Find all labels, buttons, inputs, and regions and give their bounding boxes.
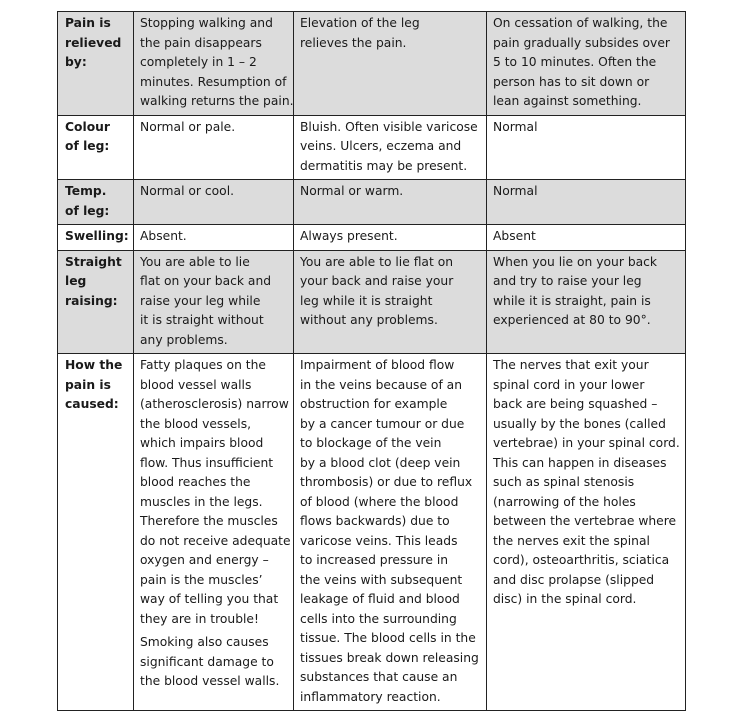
cell-text-line: minutes. Resumption of [140, 74, 287, 89]
cell-column-1 [134, 115, 294, 180]
row-header-line: leg [65, 274, 87, 288]
cell-text-line: On cessation of walking, the [493, 16, 668, 30]
cell-text-line: Absent [493, 229, 536, 243]
cell-text-line: Normal [493, 119, 538, 134]
row-header-line: raising: [65, 293, 118, 308]
row-header-line: Swelling: [65, 229, 129, 243]
cell-paragraph [300, 356, 481, 707]
cell-text-line: Normal or cool. [140, 184, 235, 198]
cell-text-line: Normal or warm. [300, 184, 404, 198]
cell-column-2 [294, 250, 487, 354]
cell-text-line: to blockage of the vein [300, 436, 442, 450]
cell-text-line: blood vessel walls [140, 377, 252, 392]
cell-text-line: walking returns the pain. [140, 94, 294, 108]
cell-paragraph [140, 118, 288, 138]
cell-text-line: leg while it is straight [300, 293, 433, 308]
cell-text-line: in the veins because of an [300, 377, 463, 392]
table-row-temperature [58, 180, 686, 225]
cell-text-line: Stopping walking and [140, 16, 273, 30]
cell-text-line: Fatty plaques on the [140, 358, 266, 372]
cell-text-line: person has to sit down or [493, 74, 650, 89]
cell-column-2 [294, 180, 487, 225]
cell-paragraph [140, 182, 288, 202]
cell-text-line: the nerves exit the spinal [493, 533, 650, 548]
cell-text-line: without any problems. [300, 313, 438, 327]
cell-column-3 [487, 225, 686, 251]
cell-paragraph [493, 356, 680, 610]
cell-paragraph [493, 14, 680, 112]
cell-text-line: The nerves that exit your [493, 358, 649, 372]
table-row-straight-leg-raising [58, 250, 686, 354]
cell-paragraph [493, 253, 680, 331]
cell-text-line: the blood vessels, [140, 416, 252, 431]
row-header [58, 250, 134, 354]
cell-text-line: pain is the muscles’ [140, 572, 263, 587]
cell-text-line: obstruction for example [300, 397, 448, 411]
cell-text-line: by a blood clot (deep vein [300, 455, 461, 470]
cell-text-line: flat on your back and [140, 274, 272, 288]
row-header [58, 115, 134, 180]
cell-text-line: muscles in the legs. [140, 494, 263, 509]
cell-text-line: substances that cause an [300, 670, 458, 684]
cell-text-line: oxygen and energy – [140, 553, 269, 567]
cell-paragraph [300, 182, 481, 202]
row-header-line: of leg: [65, 203, 110, 218]
cell-paragraph [300, 253, 481, 331]
cell-column-1 [134, 225, 294, 251]
cell-text-line: such as spinal stenosis [493, 475, 635, 489]
cell-text-line: the blood vessel walls. [140, 674, 280, 688]
cell-column-1 [134, 250, 294, 354]
cell-text-line: This can happen in diseases [493, 455, 667, 470]
cell-text-line: Normal or pale. [140, 119, 236, 134]
cell-text-line: flow. Thus insufficient [140, 455, 274, 470]
row-header-line: pain is [65, 377, 111, 392]
cell-text-line: (narrowing of the holes [493, 494, 636, 509]
table-row-cause [58, 354, 686, 711]
cell-text-line: (atherosclerosis) narrow [140, 397, 289, 411]
cell-text-line: You are able to lie [140, 254, 250, 269]
table-row-colour [58, 115, 686, 180]
cell-column-2 [294, 115, 487, 180]
cell-text-line: leakage of fluid and blood [300, 592, 460, 606]
cell-paragraph [140, 633, 288, 692]
cell-text-line: Always present. [300, 229, 398, 243]
cell-text-line: Bluish. Often visible varicose [300, 119, 478, 134]
cell-text-line: Absent. [140, 229, 187, 243]
cell-text-line: Impairment of blood flow [300, 358, 455, 372]
cell-text-line: completely in 1 – 2 [140, 55, 257, 69]
cell-text-line: flows backwards) due to [300, 514, 450, 528]
cell-text-line: raise your leg while [140, 293, 261, 308]
cell-text-line: vertebrae) in your spinal cord. [493, 436, 680, 450]
cell-column-1 [134, 12, 294, 116]
cell-text-line: by a cancer tumour or due [300, 416, 465, 431]
cell-text-line: disc) in the spinal cord. [493, 592, 637, 606]
cell-text-line: do not receive adequate [140, 533, 291, 548]
cell-text-line: to increased pressure in [300, 553, 449, 567]
cell-text-line: When you lie on your back [493, 254, 658, 269]
cell-column-1 [134, 180, 294, 225]
cell-text-line: inflammatory reaction. [300, 689, 441, 704]
table-row-swelling [58, 225, 686, 251]
cell-text-line: and try to raise your leg [493, 274, 642, 288]
cell-text-line: Elevation of the leg [300, 16, 420, 30]
cell-paragraph [493, 118, 680, 138]
cell-column-3 [487, 12, 686, 116]
cell-column-2 [294, 12, 487, 116]
cell-paragraph [493, 227, 680, 247]
row-header-line: Straight [65, 254, 122, 269]
cell-text-line: which impairs blood [140, 436, 264, 450]
cell-text-line: back are being squashed – [493, 397, 658, 411]
row-header-line: by: [65, 55, 87, 69]
cell-paragraph [140, 253, 288, 351]
cell-text-line: cells into the surrounding [300, 611, 457, 626]
row-header [58, 225, 134, 251]
cell-column-3 [487, 115, 686, 180]
cell-text-line: You are able to lie flat on [300, 254, 454, 269]
cell-text-line: the pain disappears [140, 35, 262, 50]
cell-paragraph [300, 14, 481, 53]
cell-text-line: and disc prolapse (slipped [493, 572, 655, 587]
cell-text-line: while it is straight, pain is [493, 293, 651, 308]
row-header-line: Pain is [65, 16, 111, 30]
cell-column-2 [294, 225, 487, 251]
cell-text-line: blood reaches the [140, 475, 251, 489]
cell-column-3 [487, 354, 686, 711]
cell-column-3 [487, 250, 686, 354]
row-header-line: How the [65, 358, 123, 372]
cell-text-line: any problems. [140, 332, 228, 347]
cell-text-line: veins. Ulcers, eczema and [300, 139, 462, 153]
cell-text-line: thrombosis) or due to reflux [300, 475, 473, 489]
cell-text-line: significant damage to [140, 654, 274, 669]
cell-column-2 [294, 354, 487, 711]
cell-column-3 [487, 180, 686, 225]
cell-text-line: relieves the pain. [300, 35, 407, 50]
cell-text-line: your back and raise your [300, 274, 454, 288]
row-header-line: Temp. [65, 184, 107, 198]
row-header [58, 12, 134, 116]
cell-text-line: the veins with subsequent [300, 572, 463, 587]
cell-text-line: tissue. The blood cells in the [300, 631, 476, 645]
row-header-line: relieved [65, 35, 122, 50]
table-row-relieved-by [58, 12, 686, 116]
cell-column-1 [134, 354, 294, 711]
cell-text-line: tissues break down releasing [300, 650, 479, 665]
cell-paragraph [300, 227, 481, 247]
row-header-line: of leg: [65, 139, 110, 153]
cell-text-line: Smoking also causes [140, 635, 269, 649]
cell-paragraph [140, 14, 294, 112]
row-header-line: caused: [65, 397, 119, 411]
row-header [58, 354, 134, 711]
cell-text-line: they are in trouble! [140, 611, 259, 626]
cell-text-line: of blood (where the blood [300, 494, 459, 509]
cell-text-line: it is straight without [140, 313, 264, 327]
cell-text-line: lean against something. [493, 94, 642, 108]
cell-text-line: usually by the bones (called [493, 416, 666, 431]
cell-text-line: Normal [493, 184, 538, 198]
cell-text-line: pain gradually subsides over [493, 35, 670, 50]
cell-text-line: varicose veins. This leads [300, 533, 458, 548]
row-header-line: Colour [65, 119, 110, 134]
cell-text-line: way of telling you that [140, 592, 279, 606]
cell-text-line: between the vertebrae where [493, 514, 677, 528]
cell-paragraph [300, 118, 481, 177]
cell-text-line: 5 to 10 minutes. Often the [493, 55, 657, 69]
cell-text-line: cord), osteoarthritis, sciatica [493, 553, 670, 567]
cell-paragraph [140, 227, 288, 247]
cell-paragraph [140, 356, 291, 629]
row-header [58, 180, 134, 225]
cell-text-line: experienced at 80 to 90°. [493, 313, 651, 327]
cell-text-line: Therefore the muscles [140, 514, 278, 528]
cell-text-line: spinal cord in your lower [493, 377, 645, 392]
cell-text-line: dermatitis may be present. [300, 158, 468, 173]
cell-paragraph [493, 182, 680, 202]
comparison-table [57, 11, 686, 711]
